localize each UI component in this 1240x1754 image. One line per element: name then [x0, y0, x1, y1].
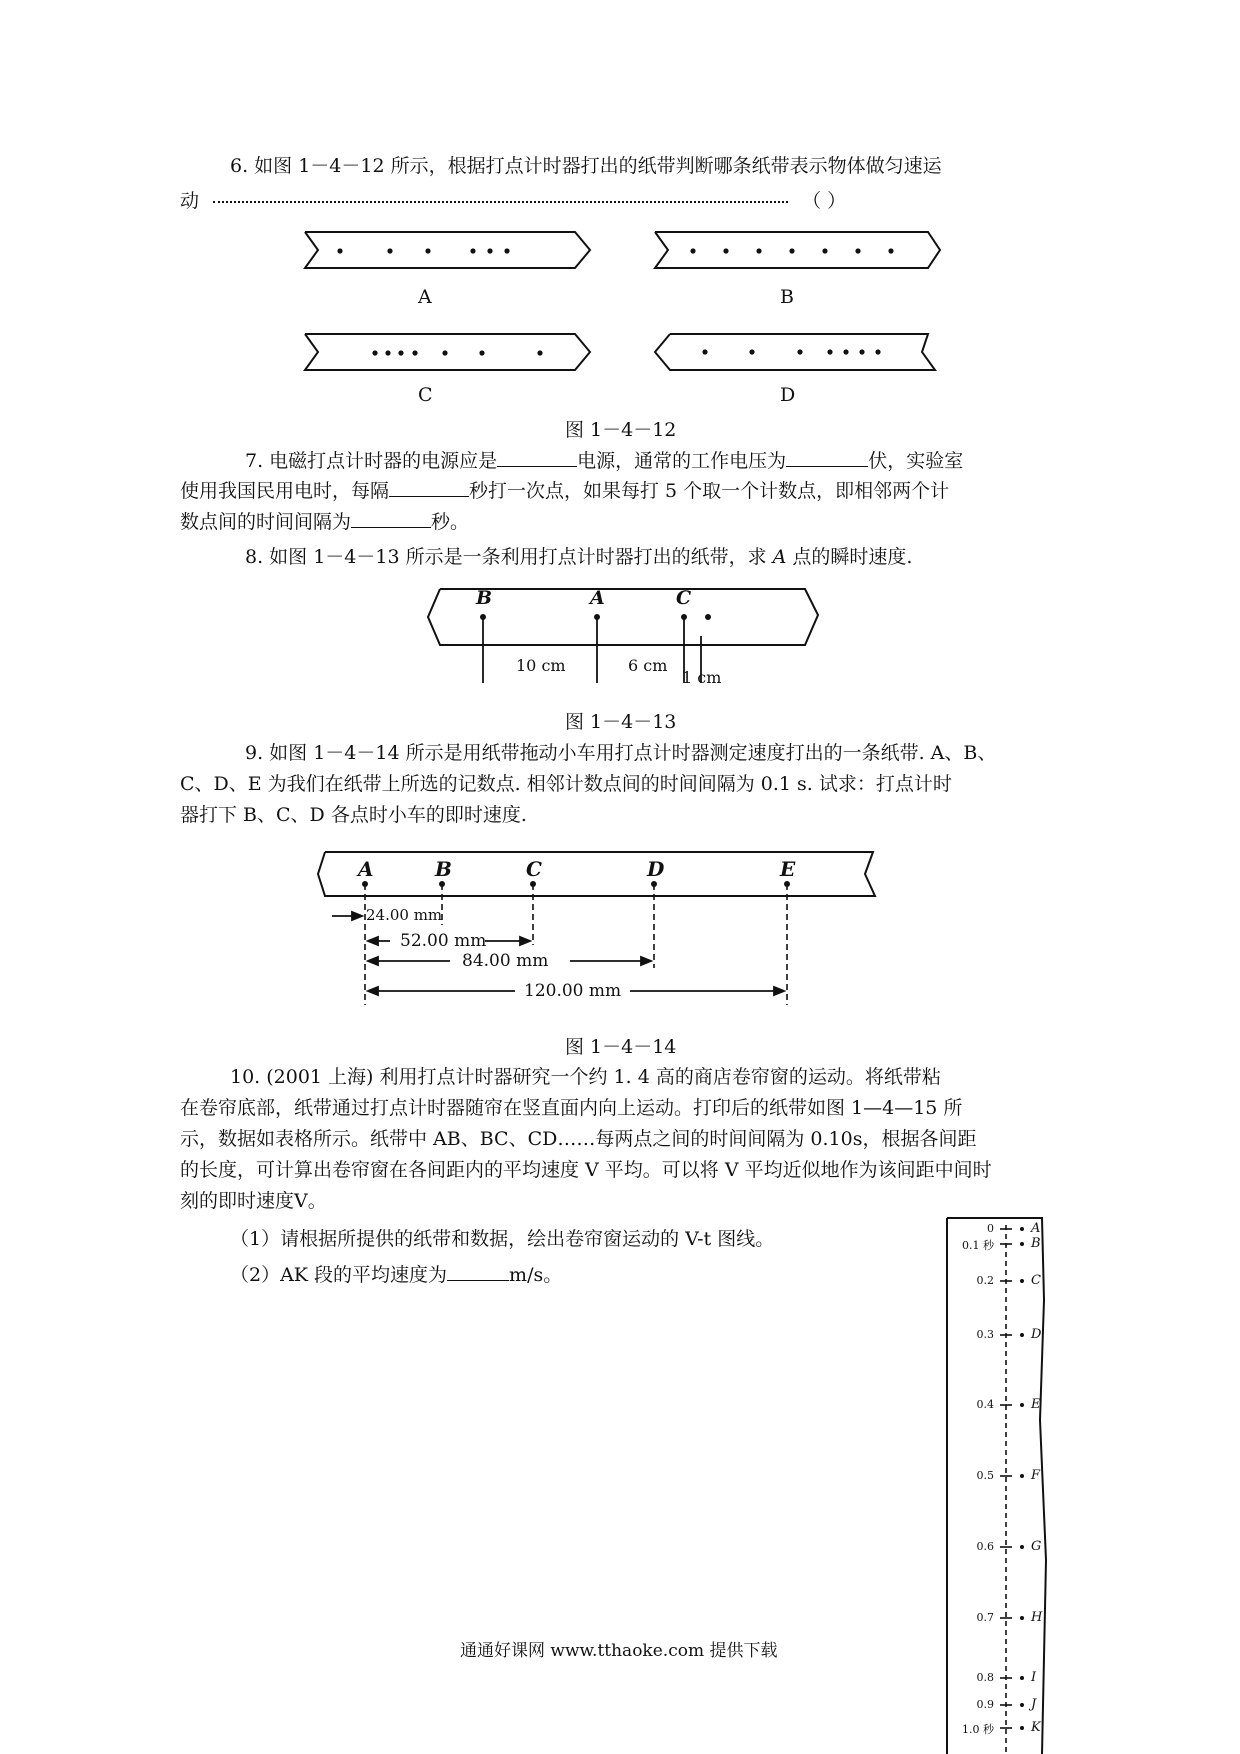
- q6-line2-prefix: 动: [180, 190, 200, 212]
- q10-point-a: A: [1031, 1221, 1041, 1236]
- q7-text-6: 数点间的时间间隔为: [180, 511, 352, 533]
- q7-text-3: 伏，实验室: [868, 450, 964, 472]
- q9-dim-24mm: 24.00 mm: [366, 906, 443, 924]
- q10-tape-dots: [1020, 1227, 1024, 1730]
- q9-dim-84mm: 84.00 mm: [462, 951, 549, 971]
- tape-b-label: B: [780, 286, 794, 308]
- q10-time-0-7: 0.7: [976, 1611, 994, 1624]
- page-footer: 通通好课网 www.tthaoke.com 提供下载: [460, 1641, 778, 1661]
- q8-point-b: B: [476, 587, 493, 609]
- q8-point-a: A: [590, 587, 605, 609]
- q10-line3: 示，数据如表格所示。纸带中 AB、BC、CD……每两点之间的时间间隔为 0.10s，根据各间距: [180, 1128, 977, 1150]
- q7-text-2: 电源，通常的工作电压为: [577, 450, 787, 472]
- q10-line5: 刻的即时速度V。: [180, 1190, 327, 1212]
- q10-sub1: （1）请根据所提供的纸带和数据，绘出卷帘窗运动的 V-t 图线。: [230, 1228, 775, 1250]
- q9-point-e: E: [780, 857, 796, 881]
- tape-a-label: A: [418, 286, 432, 308]
- q10-line1: 10. (2001 上海) 利用打点计时器研究一个约 1. 4 高的商店卷帘窗的运动。将纸带粘: [230, 1066, 941, 1088]
- tape-d-label: D: [780, 384, 796, 406]
- q10-point-j: J: [1031, 1697, 1037, 1712]
- q9-line2: C、D、E 为我们在纸带上所选的记数点. 相邻计数点间的时间间隔为 0.1 s. 试求：打点计时: [180, 773, 952, 795]
- q10-point-i: I: [1031, 1670, 1037, 1685]
- q10-point-k: K: [1031, 1720, 1041, 1735]
- q8-dim-10cm: 10 cm: [516, 656, 566, 675]
- q10-sub2-text-a: （2）AK 段的平均速度为: [230, 1264, 448, 1286]
- q10-time-0-9: 0.9: [976, 1698, 994, 1711]
- q8-dim-6cm: 6 cm: [628, 656, 668, 675]
- q10-point-g: G: [1031, 1539, 1042, 1554]
- q9-dim-120mm: 120.00 mm: [524, 981, 622, 1001]
- q8-text-point: A: [772, 546, 787, 568]
- q10-point-d: D: [1031, 1327, 1042, 1342]
- q9-line3: 器打下 B、C、D 各点时小车的即时速度.: [180, 804, 527, 826]
- q10-time-0-4: 0.4: [976, 1398, 994, 1411]
- q10-time-0-1: 0.1 秒: [962, 1239, 994, 1252]
- q10-line4: 的长度，可计算出卷帘窗在各间距内的平均速度 V 平均。可以将 V 平均近似地作为该间距中间时: [180, 1159, 992, 1181]
- q8-text-a: 8. 如图 1－4－13 所示是一条利用打点计时器打出的纸带，求: [245, 546, 773, 568]
- q10-point-f: F: [1031, 1468, 1041, 1483]
- q10-point-h: H: [1031, 1610, 1043, 1625]
- figure-caption-1-4-12: 图 1－4－12: [565, 419, 677, 441]
- q10-sub2-text-b: m/s。: [509, 1264, 563, 1286]
- q8-text-b: 点的瞬时速度.: [786, 546, 913, 568]
- q6-answer-paren: （ ）: [802, 190, 847, 212]
- q10-time-0-3: 0.3: [976, 1328, 994, 1341]
- q8-dim-1cm: 1 cm: [682, 668, 722, 687]
- q10-time-0-6: 0.6: [976, 1540, 994, 1553]
- q9-point-c: C: [526, 857, 542, 881]
- q9-line1: 9. 如图 1－4－14 所示是用纸带拖动小车用打点计时器测定速度打出的一条纸带. A、B、: [245, 742, 997, 764]
- q9-dim-52mm: 52.00 mm: [400, 931, 487, 951]
- q7-text-1: 7. 电磁打点计时器的电源应是: [245, 450, 498, 472]
- q10-time-1-0: 1.0 秒: [962, 1723, 994, 1736]
- q10-line2: 在卷帘底部，纸带通过打点计时器随帘在竖直面内向上运动。打印后的纸带如图 1—4—15 所: [180, 1097, 963, 1119]
- q7-text-4: 使用我国民用电时，每隔: [180, 480, 390, 502]
- q10-time-0-8: 0.8: [976, 1671, 994, 1684]
- figure-caption-1-4-13: 图 1－4－13: [565, 711, 677, 733]
- q10-time-0-2: 0.2: [976, 1274, 994, 1287]
- q10-time-0-5: 0.5: [976, 1469, 994, 1482]
- q8-point-c: C: [676, 587, 692, 609]
- tape-c-label: C: [418, 384, 433, 406]
- q9-point-d: D: [647, 857, 665, 881]
- q7-text-5: 秒打一次点，如果每打 5 个取一个计数点，即相邻两个计: [469, 480, 950, 502]
- q10-point-b: B: [1031, 1236, 1041, 1251]
- q10-point-c: C: [1031, 1273, 1041, 1288]
- q9-point-a: A: [358, 857, 374, 881]
- figure-caption-1-4-14: 图 1－4－14: [565, 1036, 677, 1058]
- q9-point-b: B: [435, 857, 452, 881]
- q10-point-e: E: [1031, 1397, 1041, 1412]
- q10-time-0: 0: [987, 1222, 994, 1235]
- q6-line1: 6. 如图 1－4－12 所示，根据打点计时器打出的纸带判断哪条纸带表示物体做匀速运: [230, 155, 942, 177]
- q7-text-7: 秒。: [431, 511, 470, 533]
